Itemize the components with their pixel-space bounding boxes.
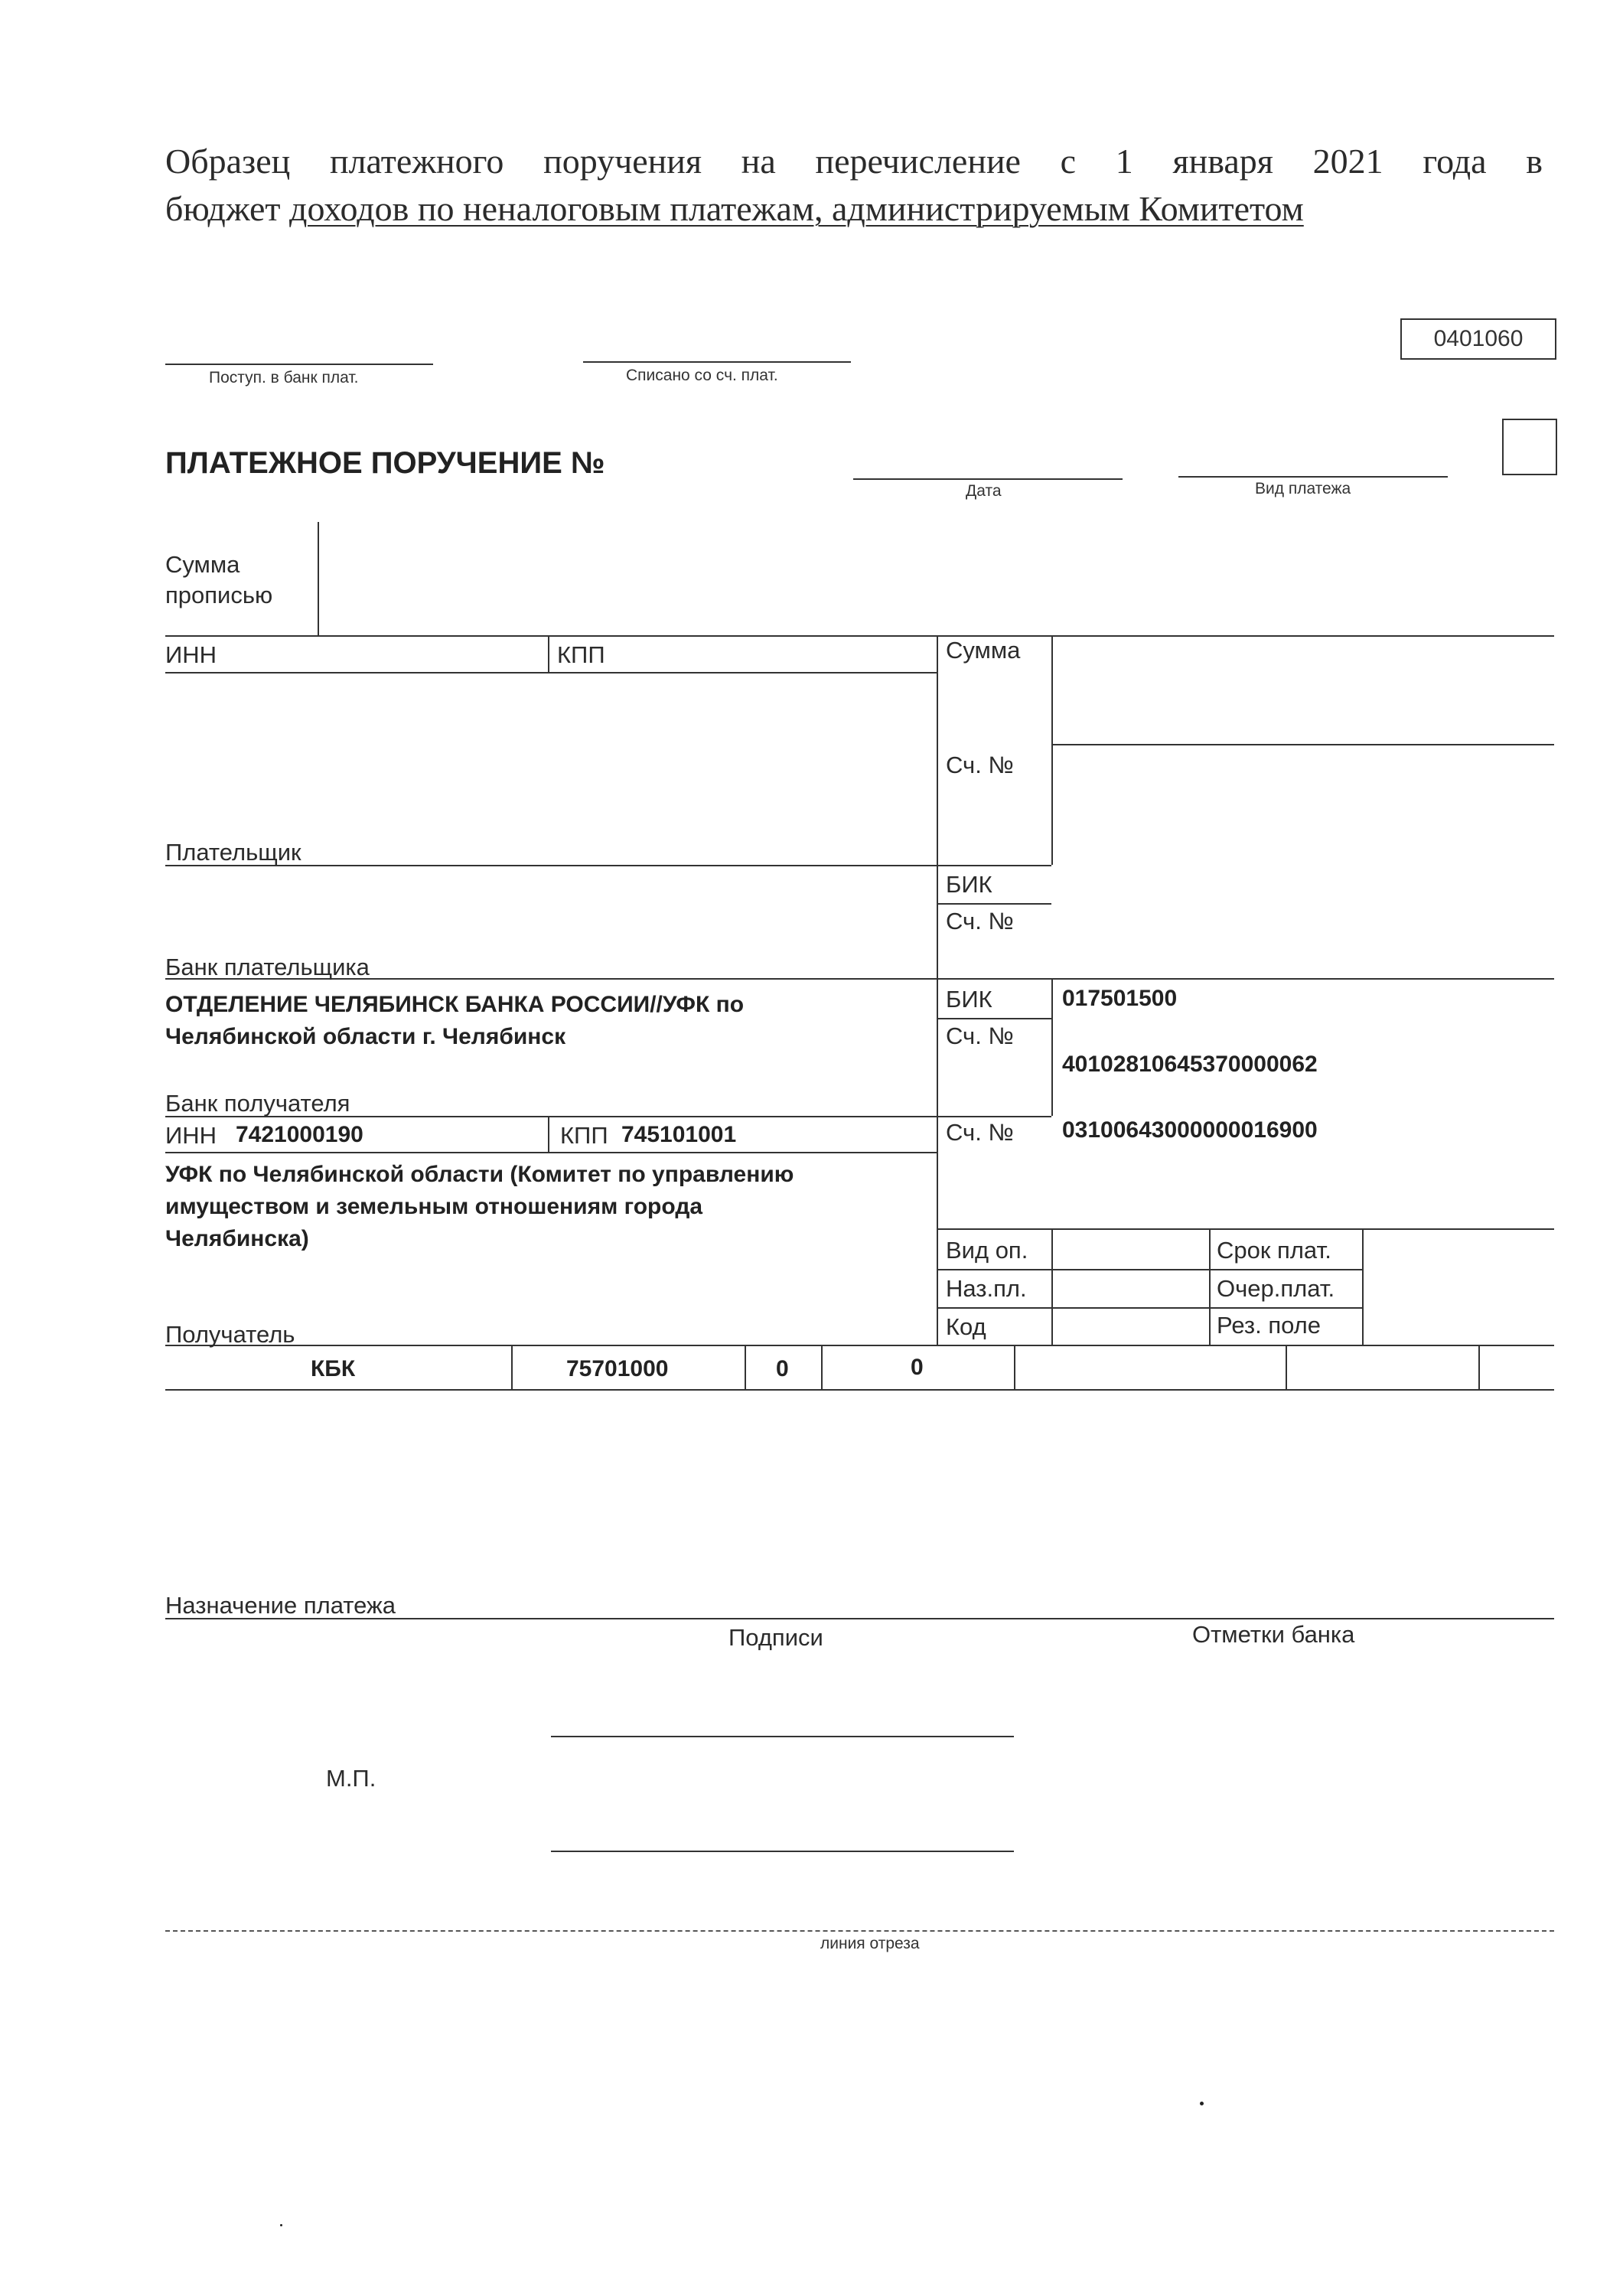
- grid-line-bik1: [937, 903, 1051, 905]
- received-bank-label: Поступ. в банк плат.: [209, 369, 359, 386]
- recipient-inn-value: 7421000190: [236, 1122, 363, 1147]
- payer-account-label: Сч. №: [946, 752, 1014, 778]
- payer-inn-label: ИНН: [165, 641, 217, 668]
- heading-line-1: Образец платежного поручения на перечисление с 1 января 2021 года в: [165, 142, 1543, 181]
- grid-vline-labels-right-2: [1051, 978, 1053, 1116]
- recipient-inn-label: ИНН: [165, 1122, 217, 1149]
- grid-vline-labels-left: [937, 635, 938, 1345]
- grid-line-payer-inn: [165, 672, 937, 673]
- cut-line: [165, 1930, 1554, 1932]
- grid-vline-codes-1: [1051, 1228, 1053, 1345]
- kbk-divider-6: [1478, 1345, 1480, 1389]
- date-label: Дата: [966, 482, 1002, 500]
- grid-line-payer-bank: [165, 978, 1554, 980]
- kbk-divider-4: [1014, 1345, 1015, 1389]
- sum-label: Сумма: [946, 637, 1021, 664]
- recipient-bik-value: 017501500: [1062, 986, 1178, 1011]
- cut-line-label: линия отреза: [820, 1935, 920, 1952]
- document-heading: [165, 138, 1543, 233]
- recipient-corr-account-value: 40102810645370000062: [1062, 1052, 1318, 1077]
- grid-vline-codes-3: [1362, 1228, 1364, 1345]
- priority-label: Очер.плат.: [1217, 1275, 1335, 1302]
- amount-words-divider: [318, 522, 319, 637]
- payer-bik-label: БИК: [946, 871, 992, 898]
- grid-line-account4: [937, 1228, 1554, 1230]
- payer-corr-account-label: Сч. №: [946, 908, 1014, 934]
- grid-line-top: [165, 635, 1554, 637]
- recipient-bank-label: Банк получателя: [165, 1090, 350, 1117]
- amount-words-label-1: Сумма: [165, 551, 240, 578]
- recipient-label: Получатель: [165, 1321, 295, 1348]
- bank-marks-label: Отметки банка: [1192, 1621, 1355, 1648]
- purpose-code-label: Наз.пл.: [946, 1275, 1027, 1302]
- recipient-bank-name-line-2: Челябинской области г. Челябинск: [165, 1024, 566, 1049]
- grid-line-recipient-inn: [165, 1152, 937, 1153]
- reserve-field-label: Рез. поле: [1217, 1312, 1321, 1339]
- recipient-name: [165, 1159, 794, 1255]
- received-bank-line: [165, 364, 433, 365]
- stamp-label: М.П.: [326, 1765, 376, 1792]
- grid-line-account1: [937, 865, 1051, 866]
- payment-purpose-label: Назначение платежа: [165, 1592, 396, 1619]
- payment-type-label: Вид платежа: [1255, 480, 1351, 497]
- recipient-name-line-2: имуществом и земельным отношениям города: [165, 1194, 703, 1219]
- grid-line-recipient: [165, 1345, 1554, 1346]
- signature-line-1[interactable]: [551, 1736, 1014, 1737]
- grid-line-sum: [1052, 744, 1554, 745]
- grid-line-op-type: [937, 1269, 1363, 1270]
- grid-line-bik2: [937, 1018, 1051, 1019]
- recipient-bank-name-line-1: ОТДЕЛЕНИЕ ЧЕЛЯБИНСК БАНКА РОССИИ//УФК по: [165, 992, 745, 1017]
- recipient-inn-kpp-divider: [548, 1116, 549, 1152]
- recipient-name-line-3: Челябинска): [165, 1226, 309, 1251]
- recipient-kpp-label: КПП: [560, 1122, 608, 1149]
- payment-type-line[interactable]: [1178, 476, 1448, 478]
- payer-label: Плательщик: [165, 839, 301, 866]
- period-value: 0: [911, 1355, 924, 1380]
- grid-line-kbk: [165, 1389, 1554, 1391]
- heading-line-2-prefix: бюджет: [165, 189, 290, 228]
- code-label: Код: [946, 1313, 986, 1340]
- op-type-label: Вид оп.: [946, 1237, 1028, 1264]
- recipient-bank-name: [165, 989, 744, 1053]
- payment-purpose-line: [165, 1618, 1554, 1619]
- signatures-label: Подписи: [728, 1624, 823, 1651]
- grid-line-purpose: [937, 1307, 1363, 1309]
- recipient-name-line-1: УФК по Челябинской области (Комитет по управлению: [165, 1162, 794, 1187]
- payer-bank-label: Банк плательщика: [165, 954, 370, 980]
- kbk-divider-5: [1286, 1345, 1287, 1389]
- basis-value: 0: [776, 1356, 789, 1381]
- scan-speck: [280, 2224, 282, 2226]
- status-box[interactable]: [1502, 419, 1557, 475]
- recipient-account-value: 03100643000000016900: [1062, 1117, 1318, 1143]
- recipient-kpp-value: 745101001: [621, 1122, 737, 1147]
- kbk-divider-1: [511, 1345, 513, 1389]
- grid-vline-codes-2: [1209, 1228, 1211, 1345]
- payer-kpp-label: КПП: [557, 641, 605, 668]
- debited-line: [583, 361, 851, 363]
- payment-order-title: ПЛАТЕЖНОЕ ПОРУЧЕНИЕ №: [165, 446, 605, 480]
- heading-line-2: [165, 185, 1543, 233]
- debited-label: Списано со сч. плат.: [626, 367, 778, 384]
- grid-vline-labels-right-1: [1051, 635, 1053, 865]
- heading-line-2-underlined: доходов по неналоговым платежам, администрируемым Комитетом: [289, 189, 1304, 228]
- form-code: 0401060: [1400, 318, 1556, 360]
- kbk-divider-3: [821, 1345, 823, 1389]
- date-line[interactable]: [853, 478, 1123, 480]
- recipient-bik-label: БИК: [946, 986, 992, 1013]
- kbk-divider-2: [745, 1345, 746, 1389]
- payer-inn-kpp-divider: [548, 635, 549, 672]
- scan-speck: [1200, 2102, 1204, 2105]
- recipient-account-label: Сч. №: [946, 1119, 1014, 1146]
- signature-line-2[interactable]: [551, 1851, 1014, 1852]
- recipient-corr-account-label: Сч. №: [946, 1022, 1014, 1049]
- amount-words-label-2: прописью: [165, 582, 273, 608]
- oktmo-value: 75701000: [566, 1356, 669, 1381]
- kbk-label: КБК: [311, 1356, 356, 1381]
- due-date-label: Срок плат.: [1217, 1237, 1331, 1264]
